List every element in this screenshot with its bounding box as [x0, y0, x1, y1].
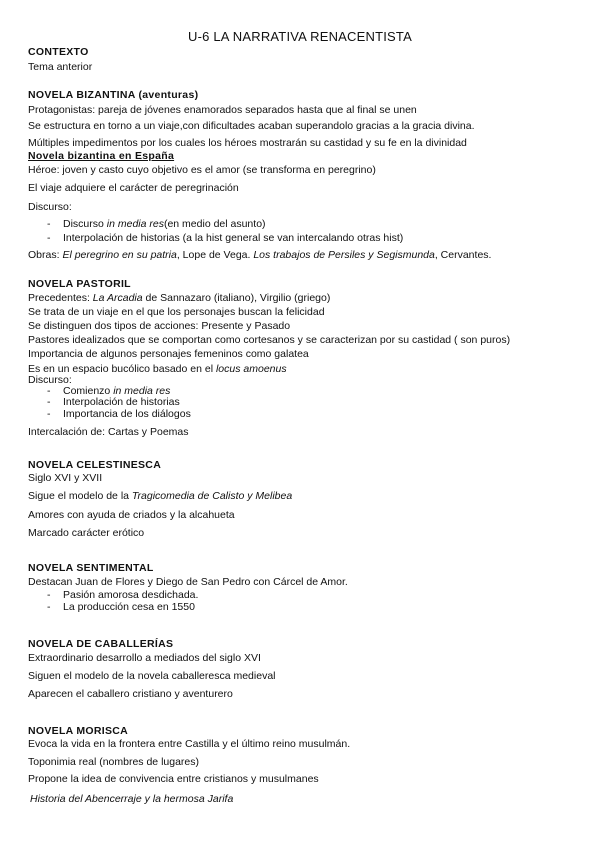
bullet-marker: -	[47, 385, 51, 397]
bullet-marker: -	[47, 589, 51, 601]
body-line: Importancia de algunos personajes femeninos como galatea	[28, 348, 309, 360]
body-text: Es en un espacio bucólico basado en el	[28, 363, 216, 375]
body-line: Protagonistas: pareja de jóvenes enamorados separados hasta que al final se unen	[28, 104, 417, 116]
body-line: Intercalación de: Cartas y Poemas	[28, 426, 189, 438]
body-line: Marcado carácter erótico	[28, 527, 145, 539]
body-line: Discurso:	[28, 374, 72, 386]
bullet-text: (en medio del asunto)	[163, 218, 266, 230]
body-line: Se estructura en torno a un viaje,con dificultades acaban superandolo gracias a la gracia divina.	[28, 120, 475, 132]
bullet-item	[47, 600, 195, 614]
bullet-text: Interpolación de historias	[63, 396, 180, 408]
modelo-line	[28, 489, 292, 503]
body-line: Destacan Juan de Flores y Diego de San Pedro con Cárcel de Amor.	[28, 576, 348, 588]
body-line: Tema anterior	[28, 61, 93, 73]
body-text: de Sannazaro (italiano), Virgilio (griego)	[142, 292, 331, 304]
bullet-text: Discurso	[63, 218, 107, 230]
work-title: La Arcadia	[92, 292, 143, 304]
bullet-text: Pasión amorosa desdichada.	[63, 589, 199, 601]
precedentes-line	[28, 291, 330, 305]
body-line: Evoca la vida en la frontera entre Castilla y el último reino musulmán.	[28, 738, 351, 750]
italic-term: locus amoenus	[215, 363, 287, 375]
body-line: Propone la idea de convivencia entre cristianos y musulmanes	[28, 773, 319, 785]
body-line: Toponimia real (nombres de lugares)	[28, 756, 199, 768]
subheading-bizantina-espana: Novela bizantina en España	[28, 150, 175, 162]
body-line: Siguen el modelo de la novela caballeresca medieval	[28, 670, 276, 682]
body-text: Sigue el modelo de la	[28, 490, 132, 502]
section-heading-celestinesca: NOVELA CELESTINESCA	[28, 459, 162, 471]
bullet-text: Interpolación de historias (a la hist general se van intercalando otras hist)	[63, 232, 404, 244]
work-title: Historia del Abencerraje y la hermosa Jarifa	[30, 793, 234, 805]
document-title: U-6 LA NARRATIVA RENACENTISTA	[188, 29, 412, 44]
work-author: , Cervantes.	[434, 249, 492, 261]
body-line: Aparecen el caballero cristiano y aventurero	[28, 688, 233, 700]
section-heading-contexto: CONTEXTO	[28, 46, 89, 58]
section-heading-pastoril: NOVELA PASTORIL	[28, 278, 131, 290]
bullet-marker: -	[47, 601, 51, 613]
bullet-text: La producción cesa en 1550	[63, 601, 195, 613]
body-line: Se distinguen dos tipos de acciones: Presente y Pasado	[28, 320, 291, 332]
italic-term: in media res	[106, 218, 164, 230]
body-line: Siglo XVI y XVII	[28, 472, 103, 484]
bullet-text: Importancia de los diálogos	[63, 408, 191, 420]
bullet-text: Comienzo	[63, 385, 114, 397]
body-line: Discurso:	[28, 201, 72, 213]
body-line: Múltiples impedimentos por los cuales los héroes mostrarán su castidad y su fe en la divinidad	[28, 137, 467, 149]
bullet-item	[47, 231, 403, 245]
section-heading-morisca: NOVELA MORISCA	[28, 725, 129, 737]
body-line: Extraordinario desarrollo a mediados del siglo XVI	[28, 652, 261, 664]
section-heading-sentimental: NOVELA SENTIMENTAL	[28, 562, 154, 574]
body-line: Amores con ayuda de criados y la alcahueta	[28, 509, 235, 521]
body-line: El viaje adquiere el carácter de peregrinación	[28, 182, 239, 194]
italic-term: in media res	[113, 385, 171, 397]
bullet-marker: -	[47, 218, 51, 230]
bullet-item	[47, 407, 191, 421]
bullet-marker: -	[47, 396, 51, 408]
obras-line	[28, 248, 491, 262]
bullet-item	[47, 217, 266, 231]
obras-label: Obras:	[28, 249, 63, 261]
precedentes-label: Precedentes:	[28, 292, 93, 304]
body-line: Se trata de un viaje en el que los personajes buscan la felicidad	[28, 306, 325, 318]
section-heading-caballerias: NOVELA DE CABALLERÍAS	[28, 638, 174, 650]
body-line: Héroe: joven y casto cuyo objetivo es el amor (se transforma en peregrino)	[28, 164, 376, 176]
work-author: , Lope de Vega.	[176, 249, 254, 261]
bullet-marker: -	[47, 232, 51, 244]
work-title: Tragicomedia de Calisto y Melibea	[131, 490, 293, 502]
body-line: Pastores idealizados que se comportan como cortesanos y se caracterizan por su castidad ( son puros)	[28, 334, 511, 346]
section-heading-bizantina: NOVELA BIZANTINA (aventuras)	[28, 89, 199, 101]
work-title: El peregrino en su patria	[62, 249, 177, 261]
bullet-marker: -	[47, 408, 51, 420]
work-title: Los trabajos de Persiles y Segismunda	[253, 249, 435, 261]
